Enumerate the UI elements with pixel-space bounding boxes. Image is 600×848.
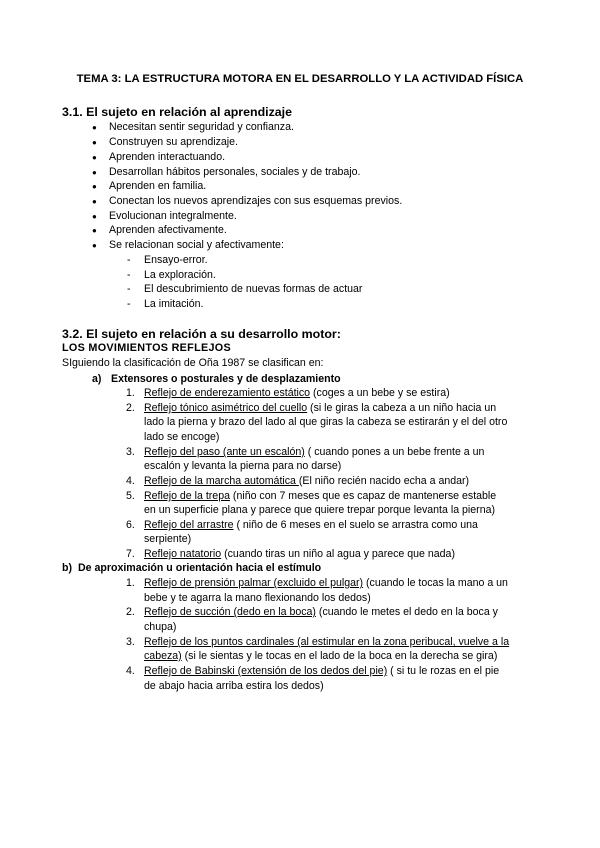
item-number: 4.: [126, 475, 135, 487]
bullet-icon: ●: [92, 241, 97, 250]
item-number: 6.: [126, 519, 135, 531]
reflex-description-line: serpiente): [144, 533, 192, 545]
bullet-icon: ●: [92, 226, 97, 235]
reflex-description-line: bebe y te agarra la mano flexionando los dedos): [144, 592, 371, 604]
reflex-description-line: escalón y levanta la pierna para no darse): [144, 460, 342, 472]
reflex-item: [144, 474, 469, 488]
sub-list-item: El descubrimiento de nuevas formas de actuar: [144, 283, 363, 295]
reflex-item-continued: [144, 649, 497, 663]
dash-icon: -: [127, 283, 131, 295]
reflex-name: Reflejo de prensión palmar (excluido el pulgar): [144, 577, 364, 589]
list-item: Necesitan sentir seguridad y confianza.: [109, 121, 294, 133]
reflex-description-line: lado se encoge): [144, 431, 220, 443]
bullet-icon: ●: [92, 182, 97, 191]
list-item: Aprenden en familia.: [109, 180, 207, 192]
reflex-item: [144, 386, 450, 400]
list-item: Evolucionan integralmente.: [109, 210, 237, 222]
item-number: 3.: [126, 636, 135, 648]
item-number: 4.: [126, 665, 135, 677]
reflex-item: [144, 489, 496, 503]
reflex-item: [144, 664, 499, 678]
bullet-icon: ●: [92, 212, 97, 221]
reflex-name: Reflejo de enderezamiento estático: [144, 387, 311, 399]
reflex-name: Reflejo de la trepa: [144, 490, 230, 502]
reflex-item: [144, 635, 509, 649]
reflex-name: Reflejo tónico asimétrico del cuello: [144, 402, 308, 414]
list-item: Construyen su aprendizaje.: [109, 136, 238, 148]
intro-paragraph: SIguiendo la clasificación de Oña 1987 se clasifican en:: [62, 357, 324, 369]
item-number: 1.: [126, 577, 135, 589]
reflex-description-line: en un superficie plana y parece que quiere trepar porque levanta la pierna): [144, 504, 496, 516]
reflex-item: [144, 445, 484, 459]
reflex-description: (coges a un bebe y se estira): [310, 387, 450, 399]
reflex-description: (cuando tiras un niño al agua y parece que nada): [221, 548, 455, 560]
sub-list-item: La exploración.: [144, 269, 216, 281]
reflex-name: Reflejo de Babinski (extensión de los dedos del pie): [144, 665, 388, 677]
sub-list-item: La imitación.: [144, 298, 204, 310]
reflex-name: Reflejo de succión (dedo en la boca): [144, 606, 316, 618]
item-number: 5.: [126, 490, 135, 502]
reflex-description: ( si tu le rozas en el pie: [387, 665, 500, 677]
item-number: 2.: [126, 606, 135, 618]
list-item: Desarrollan hábitos personales, sociales y de trabajo.: [109, 166, 361, 178]
reflex-item: [144, 547, 455, 561]
group-a-title: Extensores o posturales y de desplazamiento: [111, 373, 341, 385]
reflex-item: [144, 401, 496, 415]
reflex-description: (cuando le metes el dedo en la boca y: [315, 606, 498, 618]
reflex-item: [144, 518, 478, 532]
group-b-title: De aproximación u orientación hacia el estímulo: [78, 562, 322, 574]
dash-icon: -: [127, 298, 131, 310]
reflex-name: Reflejo de los puntos cardinales (al estimular en la zona peribucal, vuelve a la: [144, 636, 510, 648]
item-number: 7.: [126, 548, 135, 560]
reflex-description: (cuando le tocas la mano a un: [363, 577, 508, 589]
bullet-icon: ●: [92, 153, 97, 162]
dash-icon: -: [127, 254, 131, 266]
reflex-name: Reflejo de la marcha automática: [144, 475, 299, 487]
reflex-name: Reflejo del arrastre: [144, 519, 234, 531]
bullet-icon: ●: [92, 168, 97, 177]
reflex-description: (si le sientas y le tocas en el lado de la boca en la derecha se gira): [181, 650, 498, 662]
reflex-description: (El niño recién nacido echa a andar): [298, 475, 470, 487]
reflex-description-line: chupa): [144, 621, 177, 633]
sub-list-item: Ensayo-error.: [144, 254, 208, 266]
list-item: Conectan los nuevos aprendizajes con sus esquemas previos.: [109, 195, 403, 207]
reflex-item: [144, 576, 508, 590]
dash-icon: -: [127, 269, 131, 281]
reflex-description: ( niño de 6 meses en el suelo se arrastra como una: [233, 519, 478, 531]
section-1-heading: 3.1. El sujeto en relación al aprendizaje: [62, 105, 293, 119]
reflex-name: Reflejo del paso (ante un escalón): [144, 446, 305, 458]
group-a-label: a): [92, 373, 102, 385]
reflex-description: (niño con 7 meses que es capaz de mantenerse estable: [229, 490, 497, 502]
section-2-subheading: LOS MOVIMIENTOS REFLEJOS: [62, 342, 231, 354]
reflex-name: Reflejo natatorio: [144, 548, 222, 560]
list-item: Aprenden interactuando.: [109, 151, 226, 163]
section-2-heading: 3.2. El sujeto en relación a su desarrollo motor:: [62, 327, 341, 341]
bullet-icon: ●: [92, 197, 97, 206]
list-item: Se relacionan social y afectivamente:: [109, 239, 284, 251]
reflex-description: ( cuando pones a un bebe frente a un: [304, 446, 485, 458]
bullet-icon: ●: [92, 138, 97, 147]
list-item: Aprenden afectivamente.: [109, 224, 227, 236]
reflex-item: [144, 605, 498, 619]
bullet-icon: ●: [92, 123, 97, 132]
group-b-label: b): [62, 562, 72, 574]
item-number: 3.: [126, 446, 135, 458]
reflex-description: (si le giras la cabeza a un niño hacia un: [307, 402, 497, 414]
reflex-description-line: de abajo hacia arriba estira los dedos): [144, 680, 324, 692]
item-number: 2.: [126, 402, 135, 414]
reflex-description-line: lado la pierna y brazo del lado al que giras la cabeza se estirarán y el del otro: [144, 416, 508, 428]
document-title: TEMA 3: LA ESTRUCTURA MOTORA EN EL DESARROLLO Y LA ACTIVIDAD FÍSICA: [76, 73, 524, 85]
item-number: 1.: [126, 387, 135, 399]
reflex-name: cabeza): [144, 650, 182, 662]
